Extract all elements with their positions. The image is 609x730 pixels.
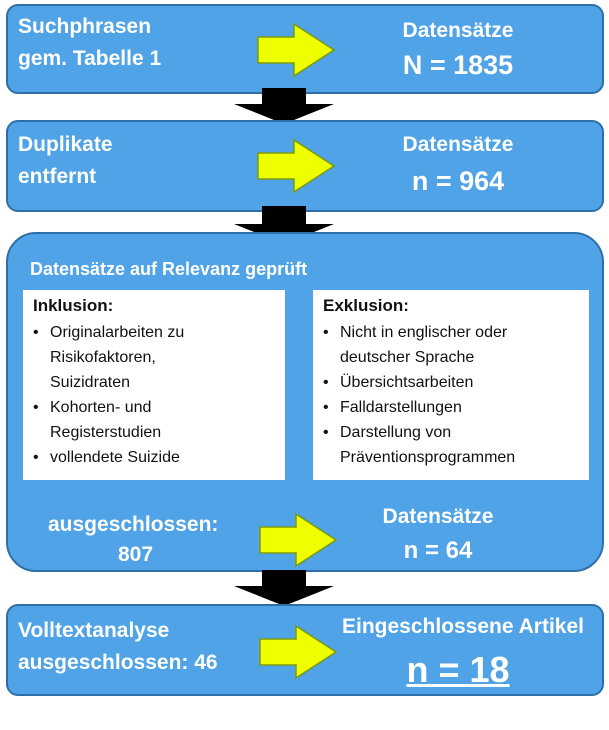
step2-right-arrow-icon [256, 138, 336, 194]
exclusion-item-line: Falldarstellungen [340, 399, 462, 416]
exclusion-item-line: Darstellung von [340, 424, 452, 441]
step2-box [6, 120, 604, 212]
down-arrow-1-icon [232, 88, 336, 124]
step2-left-line2: entfernt [18, 165, 97, 188]
step1-right-title: Datensätze [402, 19, 514, 42]
inclusion-item-line: Risikofaktoren, [50, 349, 156, 366]
exclusion-item-line: Übersichtsarbeiten [340, 374, 474, 391]
step1-right-arrow-icon [256, 22, 336, 78]
step4-box [6, 604, 604, 696]
step2-right-title: Datensätze [402, 133, 514, 156]
step4-right-value: n = 18 [406, 649, 510, 690]
step3-box [6, 232, 604, 572]
exclusion-title: Exklusion: [323, 296, 409, 315]
excluded-label: ausgeschlossen: [48, 513, 219, 536]
inclusion-item-line: Kohorten- und [50, 399, 152, 416]
exclusion-item [323, 420, 589, 470]
step4-left-line2: ausgeschlossen: 46 [18, 651, 218, 674]
step4-right-title: Eingeschlossene Artikel [342, 615, 584, 638]
step3-header: Datensätze auf Relevanz geprüft [30, 259, 308, 279]
inclusion-item-line: Originalarbeiten zu [50, 324, 185, 341]
step4-right-arrow-icon [258, 624, 338, 680]
step3-right-value: n = 64 [403, 537, 473, 564]
exclusion-item-line: Nicht in englischer oder [340, 324, 508, 341]
exclusion-item [323, 370, 589, 395]
step2-left-line1: Duplikate [18, 133, 113, 156]
exclusion-item-line: deutscher Sprache [340, 349, 475, 366]
exclusion-item [323, 395, 589, 420]
step2-right-value: n = 964 [411, 166, 505, 196]
inclusion-item-line: Suizidraten [50, 374, 131, 391]
step3-right-title: Datensätze [382, 505, 494, 528]
inclusion-panel [23, 290, 285, 480]
step1-box [6, 4, 604, 94]
inclusion-item [33, 445, 285, 470]
exclusion-item [323, 320, 589, 370]
down-arrow-3-icon [232, 570, 336, 606]
inclusion-item [33, 320, 285, 395]
exclusion-panel [313, 290, 589, 480]
step1-left-line2: gem. Tabelle 1 [18, 47, 162, 70]
inclusion-item-line: Registerstudien [50, 424, 162, 441]
inclusion-item-line: vollendete Suizide [50, 449, 180, 466]
inclusion-item [33, 395, 285, 445]
inclusion-title: Inklusion: [33, 296, 114, 315]
exclusion-item-line: Präventionsprogrammen [340, 449, 516, 466]
step1-left-line1: Suchphrasen [18, 15, 152, 38]
step1-right-value: N = 1835 [402, 50, 514, 80]
step4-left-line1: Volltextanalyse [18, 619, 170, 642]
excluded-count: 807 [118, 543, 154, 566]
